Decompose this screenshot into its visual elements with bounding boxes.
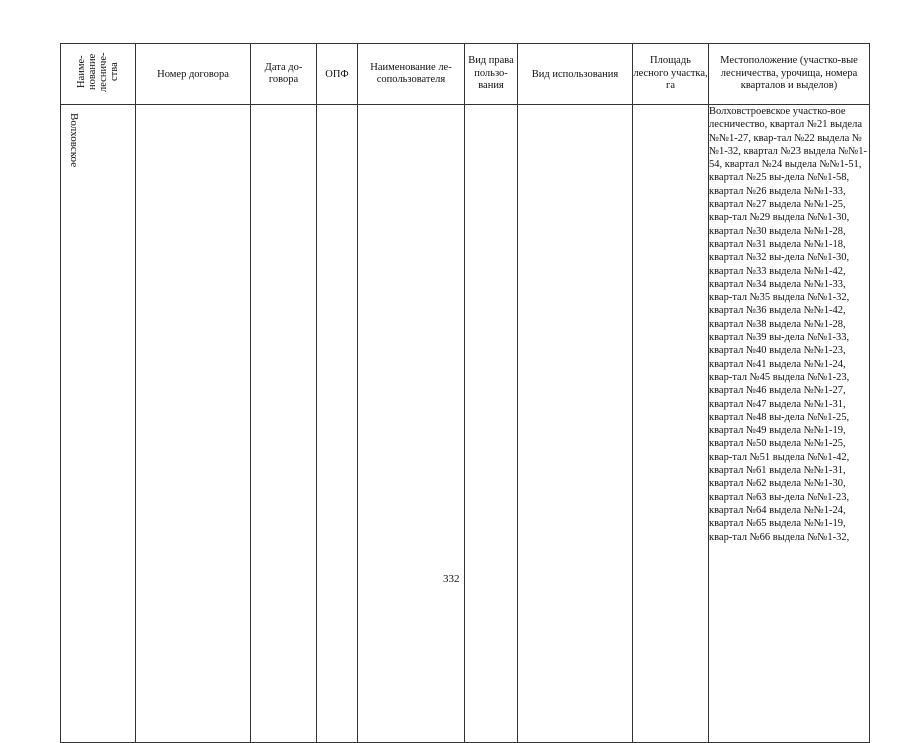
header-opf: ОПФ (317, 44, 358, 105)
header-location: Местоположение (участко-вые лесничества, урочища, номера кварталов и выделов) (709, 44, 870, 105)
cell-usage-type (518, 105, 633, 743)
header-forestry-label: Наиме-нование лесниче-ства (76, 52, 120, 92)
header-contract-number: Номер договора (136, 44, 251, 105)
table-row (61, 105, 870, 743)
forestry-name: Волховское (68, 113, 80, 168)
header-forestry (61, 44, 136, 105)
cell-opf (317, 105, 358, 743)
cell-location: Волховстроевское участко-вое лесничество, квартал №21 выдела №№1-27, квар-тал №22 выдела №№1-32, квартал №23 выдела №№1-54, квартал №24 выдела №№1-51, квартал №25 вы-дела №№1-58, квартал №26 выдела №№1-33, квартал №27 выдела №№1-25, квар-тал №29 выдела №№1-30, квартал №30 выдела №№1-28, квартал №31 выдела №№1-18, квартал №32 вы-дела №№1-30, квартал №33 выдела №№1-42, квартал №34 выдела №№1-33, квар-тал №35 выдела №№1-32, квартал №36 выдела №№1-42, квартал №38 выдела №№1-28, квартал №39 вы-дела №№1-33, квартал №40 выдела №№1-23, квартал №41 выдела №№1-24, квар-тал №45 выдела №№1-23, квартал №46 выдела №№1-27, квартал №47 выдела №№1-31, квартал №48 вы-дела №№1-25, квартал №49 выдела №№1-19, квартал №50 выдела №№1-25, квар-тал №51 выдела №№1-42, квартал №61 выдела №№1-31, квартал №62 выдела №№1-30, квартал №63 вы-дела №№1-23, квартал №64 выдела №№1-24, квартал №65 выдела №№1-19, квар-тал №66 выдела №№1-32, (709, 105, 870, 743)
header-contract-date: Дата до-говора (251, 44, 317, 105)
cell-area (633, 105, 709, 743)
cell-user-name (358, 105, 465, 743)
header-area: Площадь лесного участка, га (633, 44, 709, 105)
header-user-name: Наименование ле-сопользователя (358, 44, 465, 105)
cell-forestry (61, 105, 136, 743)
forest-lease-table (60, 43, 870, 743)
header-usage-type: Вид использования (518, 44, 633, 105)
page-number: 332 (443, 573, 460, 585)
cell-right-type (465, 105, 518, 743)
table-header-row (61, 44, 870, 105)
header-right-type: Вид права пользо-вания (465, 44, 518, 105)
cell-contract-date (251, 105, 317, 743)
cell-contract-number (136, 105, 251, 743)
